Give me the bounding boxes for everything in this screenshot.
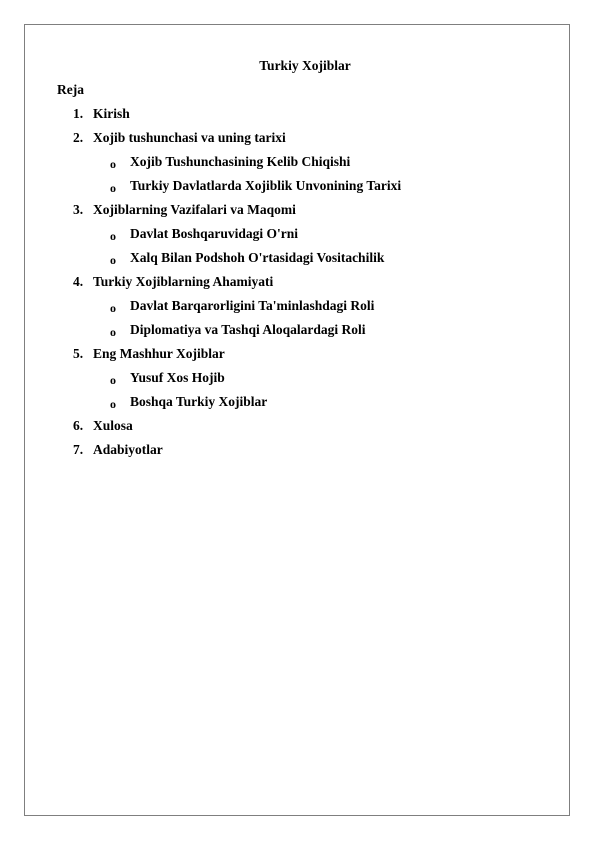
plan-heading: Reja bbox=[57, 82, 84, 97]
item-number: 3. bbox=[73, 202, 84, 217]
outline-subitem bbox=[0, 297, 596, 321]
item-label: Xulosa bbox=[93, 418, 133, 433]
subitem-label: Davlat Barqarorligini Ta'minlashdagi Roli bbox=[130, 298, 375, 313]
outline-subitem bbox=[0, 393, 596, 417]
outline-item bbox=[0, 345, 596, 369]
item-number: 2. bbox=[73, 130, 84, 145]
outline-subitem bbox=[0, 369, 596, 393]
hollow-bullet-icon: o bbox=[110, 157, 116, 171]
item-label: Xojiblarning Vazifalari va Maqomi bbox=[93, 202, 296, 217]
hollow-bullet-icon: o bbox=[110, 373, 116, 387]
subitem-label: Turkiy Davlatlarda Xojiblik Unvonining Tarixi bbox=[130, 178, 402, 193]
hollow-bullet-icon: o bbox=[110, 325, 116, 339]
outline-subitem bbox=[0, 153, 596, 177]
outline-item bbox=[0, 441, 596, 465]
hollow-bullet-icon: o bbox=[110, 397, 116, 411]
outline-subitem bbox=[0, 225, 596, 249]
hollow-bullet-icon: o bbox=[110, 301, 116, 315]
document-title: Turkiy Xojiblar bbox=[259, 58, 351, 73]
subitem-label: Xalq Bilan Podshoh O'rtasidagi Vositachilik bbox=[130, 250, 385, 265]
hollow-bullet-icon: o bbox=[110, 229, 116, 243]
plan-outline bbox=[0, 105, 596, 465]
outline-subitem bbox=[0, 321, 596, 345]
outline-subitem bbox=[0, 249, 596, 273]
subitem-label: Davlat Boshqaruvidagi O'rni bbox=[130, 226, 299, 241]
outline-item bbox=[0, 417, 596, 441]
item-label: Eng Mashhur Xojiblar bbox=[93, 346, 225, 361]
item-number: 7. bbox=[73, 442, 84, 457]
item-number: 6. bbox=[73, 418, 84, 433]
outline-item bbox=[0, 105, 596, 129]
subitem-label: Boshqa Turkiy Xojiblar bbox=[130, 394, 268, 409]
item-label: Adabiyotlar bbox=[93, 442, 163, 457]
outline-subitem bbox=[0, 177, 596, 201]
subitem-label: Diplomatiya va Tashqi Aloqalardagi Roli bbox=[130, 322, 366, 337]
item-number: 1. bbox=[73, 106, 84, 121]
hollow-bullet-icon: o bbox=[110, 181, 116, 195]
item-label: Turkiy Xojiblarning Ahamiyati bbox=[93, 274, 274, 289]
item-number: 4. bbox=[73, 274, 84, 289]
outline-item bbox=[0, 201, 596, 225]
item-number: 5. bbox=[73, 346, 84, 361]
item-label: Xojib tushunchasi va uning tarixi bbox=[93, 130, 286, 145]
item-label: Kirish bbox=[93, 106, 130, 121]
subitem-label: Xojib Tushunchasining Kelib Chiqishi bbox=[130, 154, 351, 169]
subitem-label: Yusuf Xos Hojib bbox=[130, 370, 225, 385]
hollow-bullet-icon: o bbox=[110, 253, 116, 267]
outline-item bbox=[0, 129, 596, 153]
outline-item bbox=[0, 273, 596, 297]
